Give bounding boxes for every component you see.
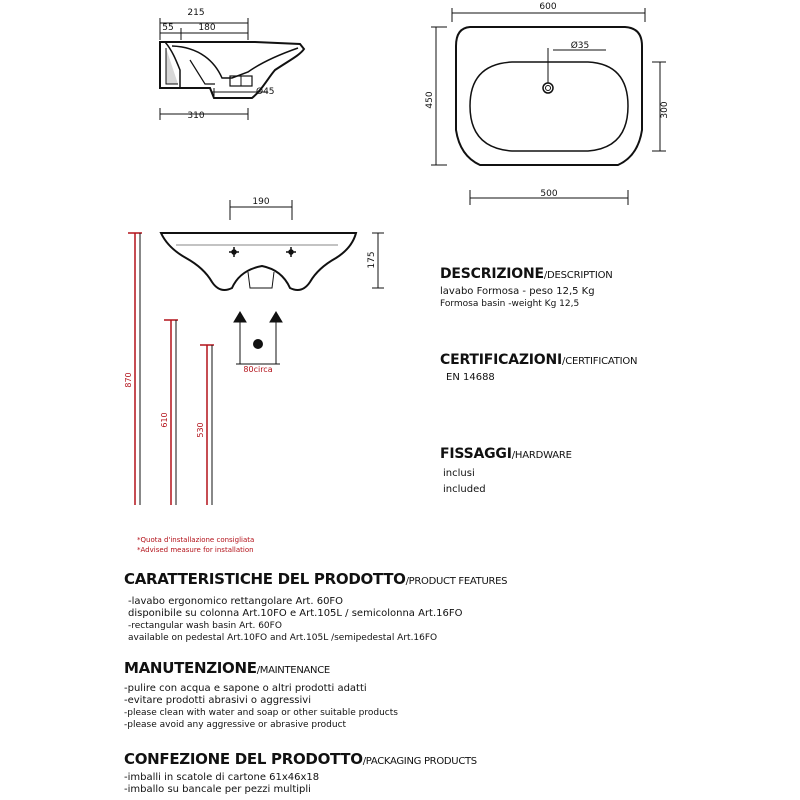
maintenance-section xyxy=(124,659,398,731)
description-title: DESCRIZIONE xyxy=(440,266,544,282)
maintenance-heading xyxy=(124,659,398,677)
hardware-section xyxy=(440,446,572,496)
dim-180-label: 180 xyxy=(198,23,216,33)
maintenance-line: -please clean with water and soap or other suitable products xyxy=(124,708,398,718)
maintenance-line: -pulire con acqua e sapone o altri prodotti adatti xyxy=(124,683,367,694)
installation-note-it: *Quota d'installazione consigliata xyxy=(137,536,255,544)
certification-value: EN 14688 xyxy=(446,372,495,383)
height-dimension-lines xyxy=(140,233,212,505)
packaging-heading xyxy=(124,750,477,768)
top-view-drawing xyxy=(431,8,666,205)
maintenance-line: -evitare prodotti abrasivi o aggressivi xyxy=(124,695,311,706)
installation-note xyxy=(137,535,254,555)
certification-subtitle: /CERTIFICATION xyxy=(562,356,638,367)
dim-phi35-label: Ø35 xyxy=(570,41,590,51)
maintenance-subtitle: /MAINTENANCE xyxy=(256,665,330,676)
height-610-label: 610 xyxy=(160,412,169,428)
front-view-drawing xyxy=(161,200,384,364)
features-line: -rectangular wash basin Art. 60FO xyxy=(128,621,282,631)
packaging-section xyxy=(124,750,477,796)
features-line: available on pedestal Art.10FO and Art.105L /semipedestal Art.16FO xyxy=(128,633,438,643)
description-subtitle: /DESCRIPTION xyxy=(543,270,613,281)
description-line-en: Formosa basin -weight Kg 12,5 xyxy=(440,299,580,309)
certification-heading xyxy=(440,352,637,368)
features-section xyxy=(124,570,507,644)
features-subtitle: /PRODUCT FEATURES xyxy=(405,576,508,587)
hardware-line-en: included xyxy=(443,484,486,495)
packaging-title: CONFEZIONE DEL PRODOTTO xyxy=(124,750,363,768)
distance-80-label: 80circa xyxy=(243,365,273,374)
hardware-line-it: inclusi xyxy=(443,468,475,479)
features-heading xyxy=(124,570,507,588)
dim-310-label: 310 xyxy=(187,111,205,121)
dim-phi45-label: Ø45 xyxy=(256,87,275,97)
certification-section xyxy=(440,352,637,384)
dim-600-label: 600 xyxy=(539,2,557,12)
description-section xyxy=(440,266,613,310)
maintenance-title: MANUTENZIONE xyxy=(124,659,257,677)
dim-215-label: 215 xyxy=(187,8,205,18)
packaging-subtitle: /PACKAGING PRODUCTS xyxy=(362,756,477,767)
dim-55-label: 55 xyxy=(162,23,174,33)
features-line: disponibile su colonna Art.10FO e Art.105L / semicolonna Art.16FO xyxy=(128,608,463,619)
dim-450-label: 450 xyxy=(425,91,435,109)
dim-175-label: 175 xyxy=(367,251,377,269)
description-line-it: lavabo Formosa - peso 12,5 Kg xyxy=(440,286,595,297)
features-line: -lavabo ergonomico rettangolare Art. 60FO xyxy=(128,596,344,607)
hardware-subtitle: /HARDWARE xyxy=(511,450,572,461)
dim-300-label: 300 xyxy=(660,101,670,119)
height-870-label: 870 xyxy=(124,372,133,388)
certification-title: CERTIFICAZIONI xyxy=(440,352,563,368)
height-530-label: 530 xyxy=(196,422,205,438)
side-view-drawing xyxy=(160,18,304,120)
description-heading xyxy=(440,266,613,282)
hardware-heading xyxy=(440,446,572,462)
dim-190-label: 190 xyxy=(252,197,270,207)
maintenance-line: -please avoid any aggressive or abrasive product xyxy=(124,720,347,730)
dim-500-label: 500 xyxy=(540,189,558,199)
hardware-title: FISSAGGI xyxy=(440,446,512,462)
packaging-line: -imballi in scatole di cartone 61x46x18 xyxy=(124,772,320,783)
installation-note-en: *Advised measure for installation xyxy=(137,546,254,554)
features-title: CARATTERISTICHE DEL PRODOTTO xyxy=(124,570,406,588)
packaging-line: -imballo su bancale per pezzi multipli xyxy=(124,784,311,795)
installation-heights xyxy=(128,233,214,505)
